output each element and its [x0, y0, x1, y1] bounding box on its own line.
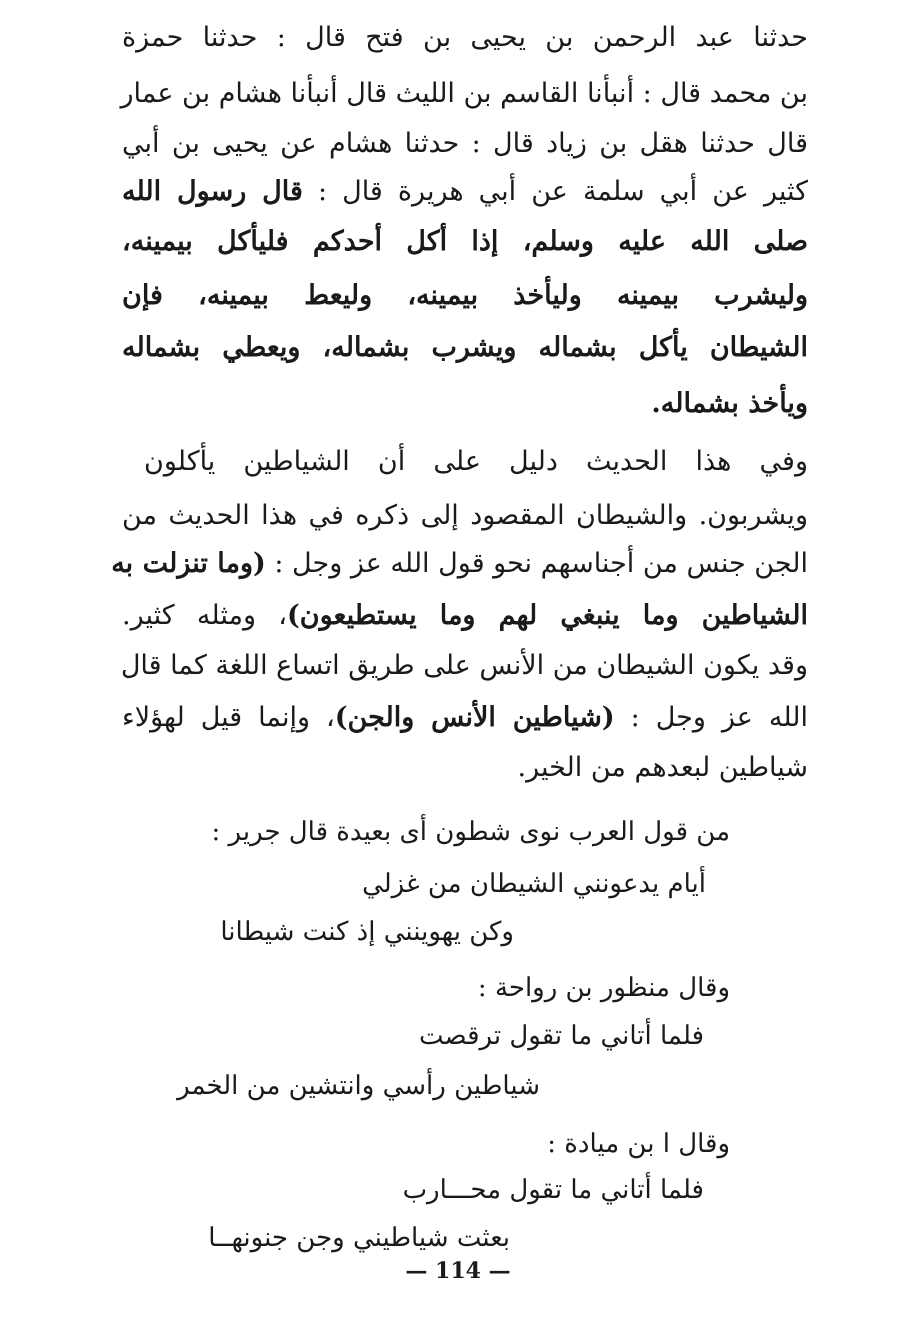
text: شياطين رأسي وانتشين من الخمر — [177, 1071, 540, 1101]
text: وقال ا بن ميادة : — [547, 1129, 730, 1159]
verse-line — [208, 1218, 510, 1258]
text: من قول العرب نوى شطون أى بعيدة قال جرير : — [211, 817, 730, 847]
hadith-text: قال رسول الله — [122, 176, 303, 207]
text: وقال منظور بن رواحة : — [477, 973, 730, 1003]
hadith-text: وليشرب بيمينه وليأخذ بيمينه، وليعط بيمينه، فإن — [122, 280, 808, 311]
hadith-text: صلى الله عليه وسلم، إذا أكل أحدكم فليأكل بيمينه، — [122, 226, 808, 257]
text: بعثت شياطيني وجن جنونهــا — [208, 1223, 510, 1253]
text-line — [122, 496, 808, 536]
poem-intro — [212, 812, 731, 852]
text-line — [122, 698, 808, 738]
text: شياطين لبعدهم من الخير. — [517, 752, 808, 783]
text: كثير عن أبي سلمة عن أبي هريرة قال : — [317, 176, 808, 207]
text: وكن يهوينني إذ كنت شيطانا — [220, 917, 514, 947]
quran-quote: (شياطين الأنس والجن) — [334, 702, 615, 733]
text-line — [517, 748, 808, 788]
verse-line — [362, 864, 706, 904]
text: فلما أتاني ما تقول محـــارب — [402, 1175, 704, 1205]
text: فلما أتاني ما تقول ترقصت — [419, 1021, 704, 1051]
text-line — [122, 172, 808, 212]
verse-line — [177, 1066, 540, 1106]
verse-line — [419, 1016, 704, 1056]
text: قال حدثنا هقل بن زياد قال : حدثنا هشام عن يحيى بن أبي — [122, 128, 808, 159]
text: ويشربون. والشيطان المقصود إلى ذكره في هذا الحديث من — [122, 500, 808, 531]
hadith-line — [122, 276, 808, 316]
text: ، ومثله كثير. — [122, 600, 287, 631]
poem-intro — [547, 1124, 730, 1164]
text: وقد يكون الشيطان من الأنس على طريق اتساع اللغة كما قال — [120, 650, 808, 681]
text: الجن جنس من أجناسهم نحو قول الله عز وجل : — [274, 548, 808, 579]
text-line — [122, 74, 808, 114]
text-line — [111, 544, 808, 584]
page-number: — 114 — — [405, 1258, 511, 1284]
verse-line — [220, 912, 514, 952]
text-line — [122, 124, 808, 164]
hadith-text: ويأخذ بشماله. — [651, 388, 808, 419]
hadith-line — [651, 384, 808, 424]
text: وفي هذا الحديث دليل على أن الشياطين يأكلون — [144, 446, 808, 477]
poem-intro — [478, 968, 730, 1008]
quran-quote: الشياطين وما ينبغي لهم وما يستطيعون) — [287, 600, 808, 631]
hadith-line — [122, 328, 808, 368]
text: أيام يدعونني الشيطان من غزلي — [362, 869, 706, 899]
hadith-line — [122, 222, 808, 262]
text-line — [122, 596, 808, 636]
text-line — [122, 646, 808, 686]
verse-line — [403, 1170, 704, 1210]
hadith-text: الشيطان يأكل بشماله ويشرب بشماله، ويعطي بشماله — [122, 332, 808, 363]
text-line — [144, 442, 808, 482]
text: حدثنا عبد الرحمن بن يحيى بن فتح قال : حدثنا حمزة — [122, 22, 808, 53]
text: بن محمد قال : أنبأنا القاسم بن الليث قال أنبأنا هشام بن عمار — [120, 78, 808, 109]
quran-quote: (وما تنزلت به — [111, 548, 266, 579]
text: الله عز وجل : — [630, 702, 809, 733]
text-line — [122, 18, 808, 58]
text: ، وإنما قيل لهؤلاء — [122, 702, 335, 733]
